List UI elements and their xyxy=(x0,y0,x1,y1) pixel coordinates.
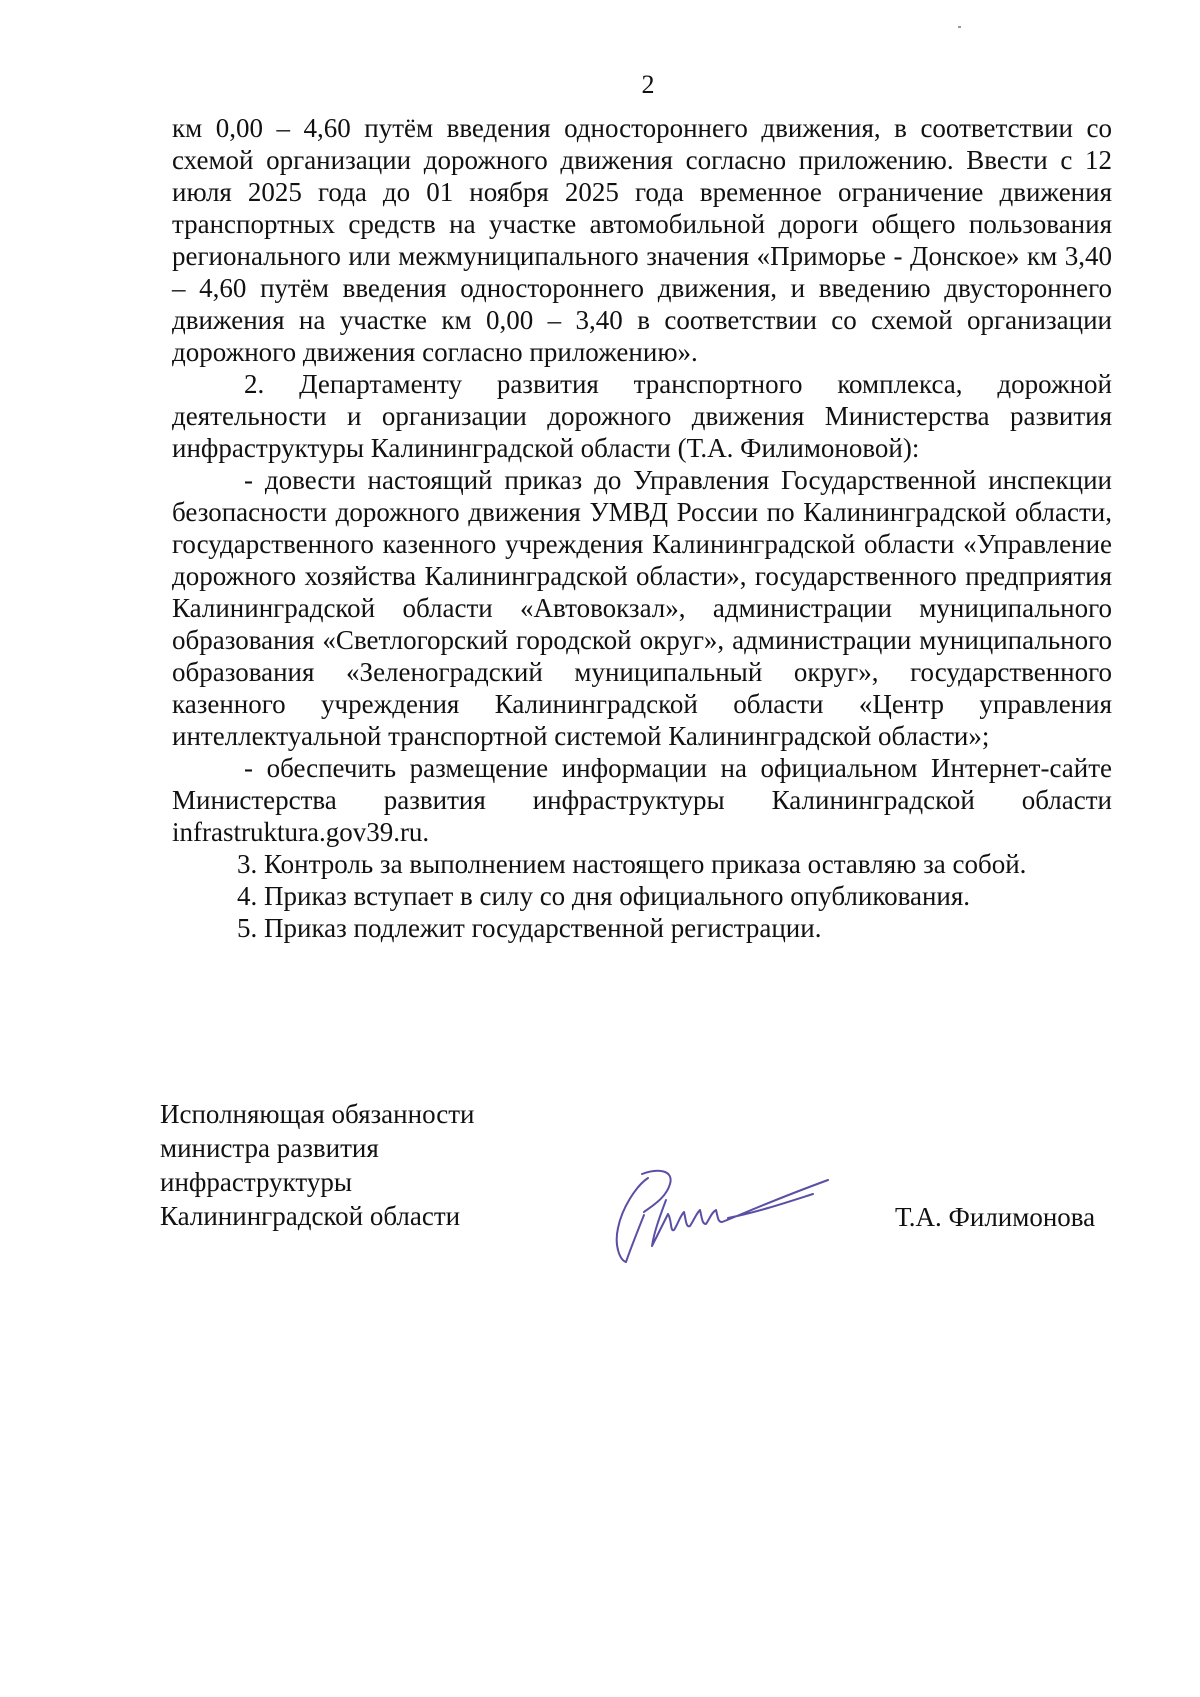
paragraph-item-2: 2. Департаменту развития транспортного комплекса, дорожной деятельности и организации дорожного движения Министерства развития инфраструктуры Калининградской области (Т.А. Филимоновой): xyxy=(172,369,1112,463)
position-line: Исполняющая обязанности xyxy=(160,1099,475,1129)
paragraph-sub-item-deliver: - довести настоящий приказ до Управления Государственной инспекции безопасности дорожного движения УМВД России по Калининградской области, государственного казенного учреждения Калининградской области «Управление дорожного хозяйства Калининградской области», государственного предприятия Калининградской области «Автовокзал», администрации муниципального образования «Светлогорский городской округ», администрации муниципального образования «Зеленоградский муниципальный округ», государственного казенного учреждения Калининградской области «Центр управления интеллектуальной транспортной системой Калининградской области»; xyxy=(172,465,1112,751)
document-body xyxy=(172,112,1112,944)
paragraph-item-4: 4. Приказ вступает в силу со дня официального опубликования. xyxy=(237,881,971,911)
paragraph-item-3: 3. Контроль за выполнением настоящего приказа оставляю за собой. xyxy=(237,849,1027,879)
paragraph-continuation: км 0,00 – 4,60 путём введения одностороннего движения, в соответствии со схемой организации дорожного движения согласно приложению. Ввести с 12 июля 2025 года до 01 ноября 2025 года временное ограничение движения транспортных средств на участке автомобильной дороги общего пользования регионального или межмуниципального значения «Приморье - Донское» км 3,40 – 4,60 путём введения одностороннего движения, и введению двустороннего движения на участке км 0,00 – 3,40 в соответствии со схемой организации дорожного движения согласно приложению». xyxy=(172,113,1112,367)
scan-mark xyxy=(958,26,961,28)
signer-position xyxy=(160,1097,580,1233)
paragraph-sub-item-publish: - обеспечить размещение информации на официальном Интернет-сайте Министерства развития инфраструктуры Калининградской области infrastruktura.gov39.ru. xyxy=(172,753,1112,847)
signer-name: Т.А. Филимонова xyxy=(895,1202,1096,1232)
paragraph-item-5: 5. Приказ подлежит государственной регистрации. xyxy=(237,913,822,943)
page-number: 2 xyxy=(641,70,655,99)
position-line: Калининградской области xyxy=(160,1201,461,1231)
position-line: инфраструктуры xyxy=(160,1167,352,1197)
handwritten-signature-icon xyxy=(608,1160,838,1270)
position-line: министра развития xyxy=(160,1133,379,1163)
